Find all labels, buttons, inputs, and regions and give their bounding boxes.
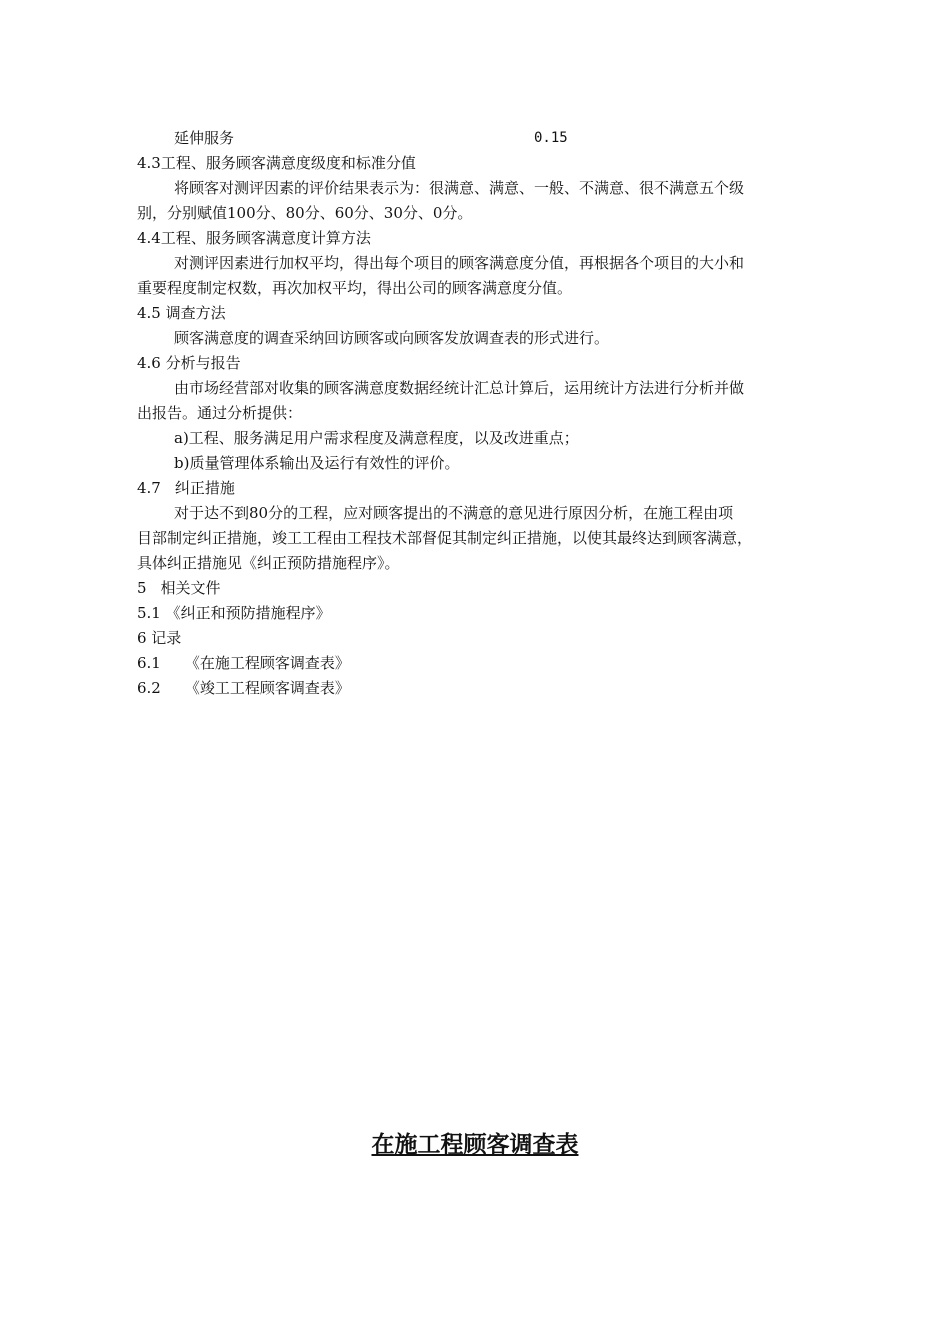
section-heading-5-1: 5.1 《纠正和预防措施程序》 <box>137 604 331 622</box>
heading-text: 相关文件 <box>160 579 221 597</box>
paragraph-line: 重要程度制定权数，再次加权平均，得出公司的顾客满意度分值。 <box>137 279 573 297</box>
heading-number: 6.1 <box>137 654 161 672</box>
section-heading-5 <box>137 576 827 601</box>
weight-label: 延伸服务 <box>174 129 235 147</box>
section-heading-4-4: 4.4工程、服务顾客满意度计算方法 <box>137 229 371 247</box>
paragraph-line: 出报告。通过分析提供： <box>137 404 303 422</box>
heading-number: 4.7 <box>137 479 161 497</box>
paragraph-line: 由市场经营部对收集的顾客满意度数据经统计汇总计算后，运用统计方法进行分析并做 <box>174 379 745 397</box>
heading-number: 5 <box>137 579 147 597</box>
paragraph-line: 将顾客对测评因素的评价结果表示为：很满意、满意、一般、不满意、很不满意五个级 <box>174 179 745 197</box>
weight-row-extended-service <box>137 126 827 151</box>
form-title: 在施工程顾客调查表 <box>371 1132 579 1158</box>
paragraph-line: 对测评因素进行加权平均，得出每个项目的顾客满意度分值，再根据各个项目的大小和 <box>174 254 745 272</box>
list-item: a)工程、服务满足用户需求程度及满意程度，以及改进重点； <box>174 429 579 447</box>
paragraph-line: 对于达不到80分的工程，应对顾客提出的不满意的意见进行原因分析，在施工程由项 <box>174 504 734 522</box>
record-name: 《在施工程顾客调查表》 <box>184 654 350 672</box>
section-heading-6: 6 记录 <box>137 629 182 647</box>
weight-value: 0.15 <box>534 130 568 146</box>
paragraph-line: 具体纠正措施见《纠正预防措施程序》。 <box>137 554 400 572</box>
record-item-6-1 <box>137 651 827 676</box>
record-name: 《竣工工程顾客调查表》 <box>184 679 350 697</box>
record-item-6-2 <box>137 676 827 701</box>
paragraph-line: 目部制定纠正措施，竣工工程由工程技术部督促其制定纠正措施，以使其最终达到顾客满意， <box>137 529 753 547</box>
section-heading-4-6: 4.6 分析与报告 <box>137 354 241 372</box>
section-heading-4-3: 4.3工程、服务顾客满意度级度和标准分值 <box>137 154 416 172</box>
section-heading-4-7 <box>137 476 827 501</box>
paragraph-line: 顾客满意度的调查采纳回访顾客或向顾客发放调查表的形式进行。 <box>174 329 610 347</box>
list-item: b)质量管理体系输出及运行有效性的评价。 <box>174 454 460 472</box>
heading-number: 6.2 <box>137 679 161 697</box>
section-heading-4-5: 4.5 调查方法 <box>137 304 226 322</box>
paragraph-line: 别，分别赋值100分、80分、60分、30分、0分。 <box>137 204 473 222</box>
document-body <box>137 126 827 701</box>
heading-text: 纠正措施 <box>174 479 235 497</box>
